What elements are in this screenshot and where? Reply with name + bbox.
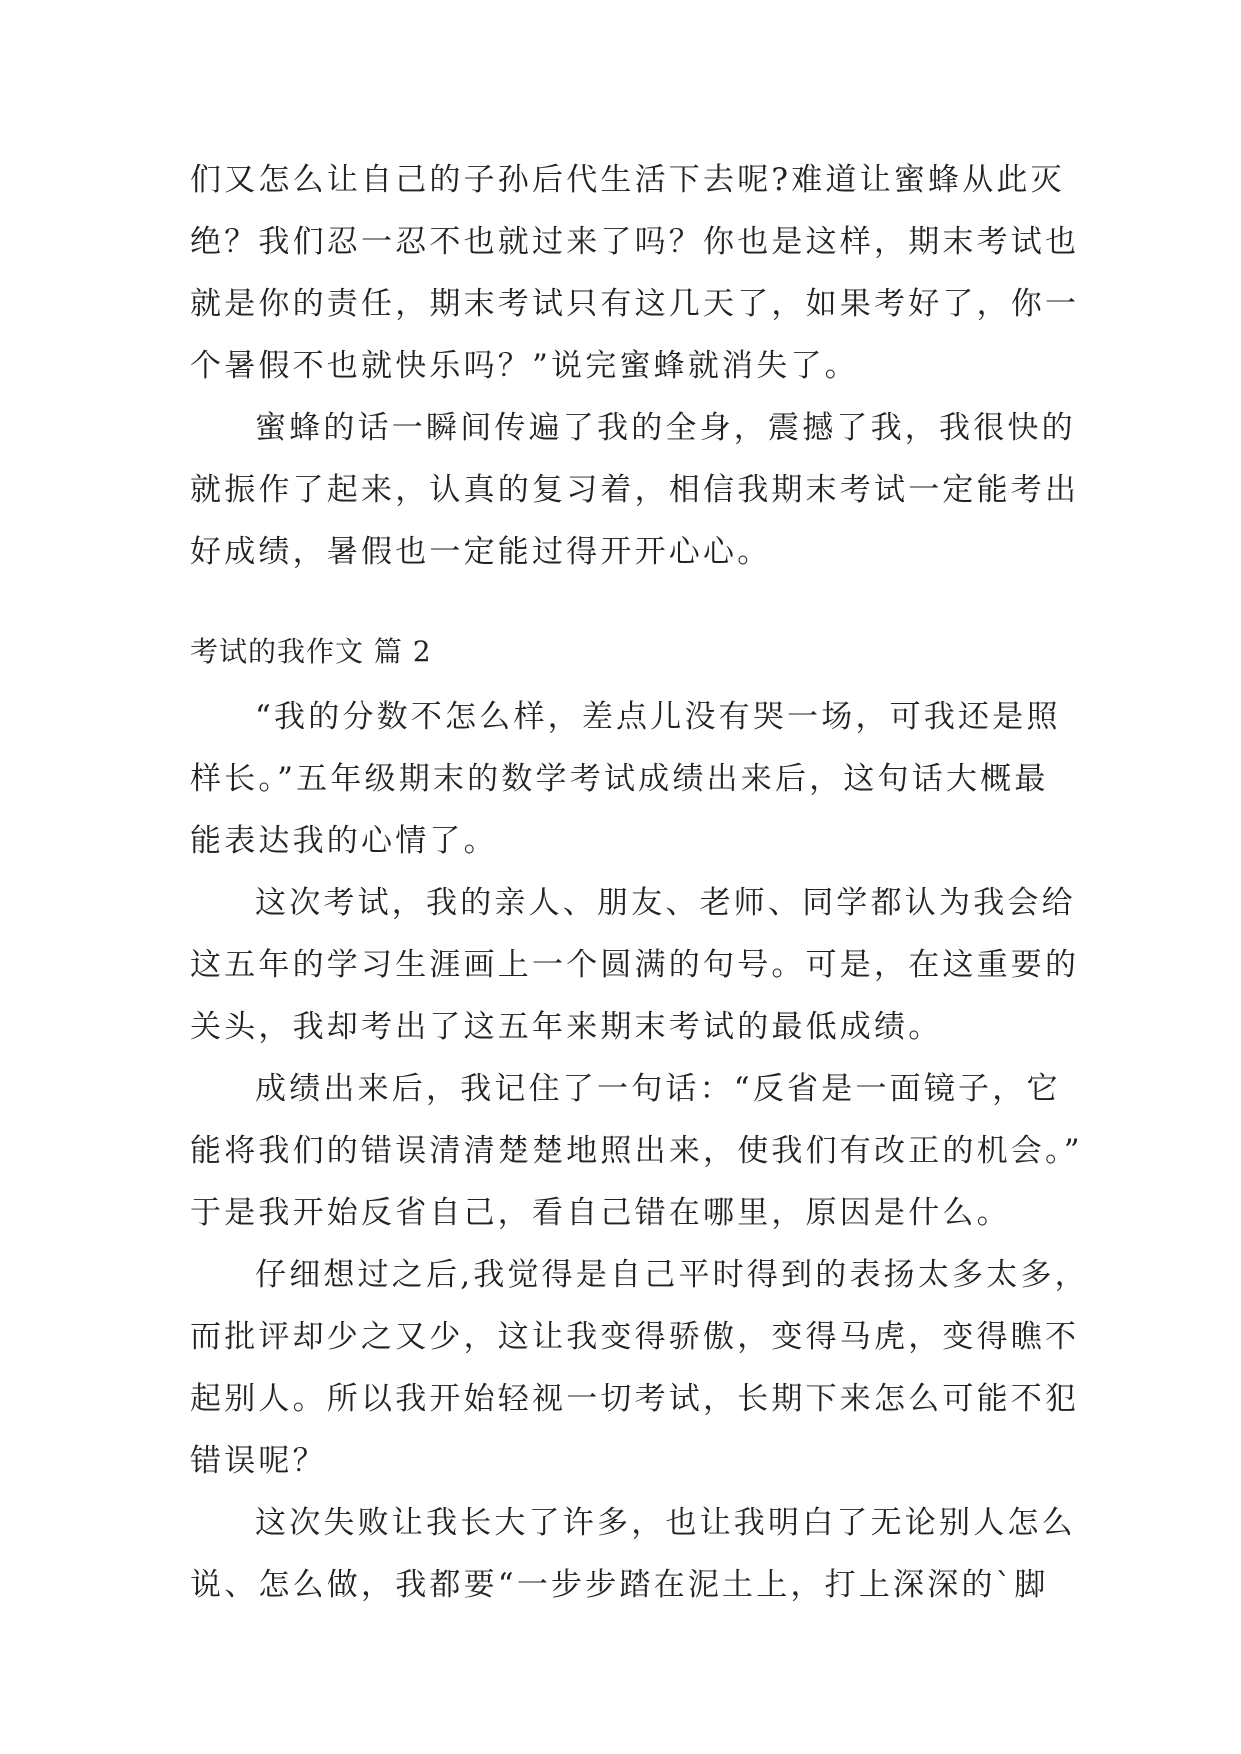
paragraph-first-line: 这次考试，我的亲人、朋友、老师、同学都认为我会给 xyxy=(255,885,1076,921)
text-line: 而批评却少之又少，这让我变得骄傲，变得马虎，变得瞧不 xyxy=(190,1319,1080,1355)
text-line: 绝？我们忍一忍不也就过来了吗？你也是这样，期末考试也 xyxy=(190,224,1080,260)
section-heading: 考试的我作文 篇 2 xyxy=(190,635,432,668)
text-line: 这五年的学习生涯画上一个圆满的句号。可是，在这重要的 xyxy=(190,947,1080,983)
text-line: 能将我们的错误清清楚楚地照出来，使我们有改正的机会。” xyxy=(190,1133,1083,1169)
paragraph-first-line: 蜜蜂的话一瞬间传遍了我的全身，震撼了我，我很快的 xyxy=(255,410,1076,446)
text-line: 好成绩，暑假也一定能过得开开心心。 xyxy=(190,534,772,570)
text-line: 说、怎么做，我都要“一步步踏在泥土上，打上深深的`脚 xyxy=(190,1567,1049,1603)
text-line: 个暑假不也就快乐吗？”说完蜜蜂就消失了。 xyxy=(190,348,859,384)
text-line: 就是你的责任，期末考试只有这几天了，如果考好了，你一 xyxy=(190,286,1080,322)
text-line: 样长。”五年级期末的数学考试成绩出来后，这句话大概最 xyxy=(190,761,1049,797)
text-line: 错误呢？ xyxy=(190,1443,327,1479)
text-line: 于是我开始反省自己，看自己错在哪里，原因是什么。 xyxy=(190,1195,1011,1231)
text-line: 能表达我的心情了。 xyxy=(190,823,498,859)
text-line: 就振作了起来，认真的复习着，相信我期末考试一定能考出 xyxy=(190,472,1080,508)
paragraph-first-line: 成绩出来后，我记住了一句话：“反省是一面镜子，它 xyxy=(255,1071,1061,1107)
text-line: 关头，我却考出了这五年来期末考试的最低成绩。 xyxy=(190,1009,943,1045)
paragraph-first-line: “我的分数不怎么样，差点儿没有哭一场，可我还是照 xyxy=(255,699,1061,735)
text-line: 起别人。所以我开始轻视一切考试，长期下来怎么可能不犯 xyxy=(190,1381,1080,1417)
paragraph-first-line: 这次失败让我长大了许多，也让我明白了无论别人怎么 xyxy=(255,1505,1076,1541)
text-line: 们又怎么让自己的子孙后代生活下去呢?难道让蜜蜂从此灭 xyxy=(190,162,1065,198)
paragraph-first-line: 仔细想过之后,我觉得是自己平时得到的表扬太多太多， xyxy=(255,1257,1089,1293)
